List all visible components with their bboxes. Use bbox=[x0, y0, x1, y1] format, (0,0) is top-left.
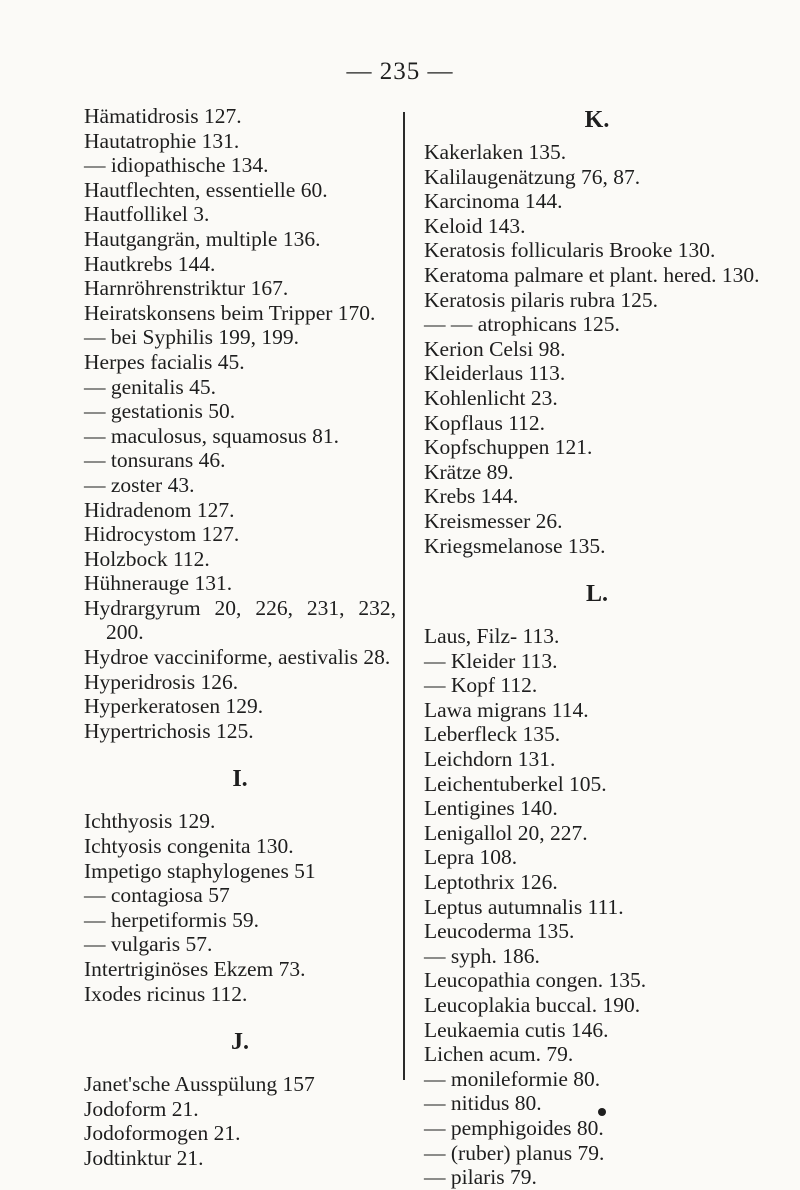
index-entry: Janet'sche Ausspülung 157 bbox=[84, 1072, 315, 1097]
index-entry: — herpetiformis 59. bbox=[84, 907, 259, 932]
index-entry: Jodoform 21. bbox=[84, 1096, 199, 1121]
index-entry: Hämatidrosis 127. bbox=[84, 104, 242, 128]
index-entry: — contagiosa 57 bbox=[84, 883, 230, 908]
index-entry: — gestationis 50. bbox=[84, 399, 236, 424]
index-entry: Holzbock 112. bbox=[84, 546, 210, 571]
index-entry: Impetigo staphylogenes 51 bbox=[84, 858, 316, 883]
column-divider bbox=[403, 112, 405, 1080]
section-letter-heading: J. bbox=[231, 1029, 249, 1056]
index-entry: Hyperidrosis 126. bbox=[84, 669, 239, 694]
index-entry: Leichentuberkel 105. bbox=[424, 771, 607, 796]
index-entry: Ichtyosis congenita 130. bbox=[84, 834, 294, 859]
index-entry: Kriegsmelanose 135. bbox=[424, 533, 606, 558]
index-entry: — pemphigoides 80. bbox=[424, 1115, 604, 1140]
index-entry: Kalilaugenätzung 76, 87. bbox=[424, 164, 641, 189]
index-entry: Hautatrophie 131. bbox=[84, 128, 240, 153]
index-entry: Leberfleck 135. bbox=[424, 722, 561, 747]
index-entry: Kreismesser 26. bbox=[424, 508, 563, 533]
index-entry: Hautflechten, essentielle 60. bbox=[84, 177, 328, 202]
index-entry: Kopflaus 112. bbox=[424, 410, 546, 435]
index-entry: — maculosus, squamosus 81. bbox=[84, 423, 340, 448]
index-entry: Keratoma palmare et plant. hered. 130. bbox=[424, 262, 760, 287]
index-entry: Keloid 143. bbox=[424, 213, 526, 238]
index-entry: — zoster 43. bbox=[84, 472, 195, 497]
index-entry: Kleiderlaus 113. bbox=[424, 361, 566, 386]
index-entry: Hydrargyrum 20, 226, 231, 232, 200. bbox=[84, 595, 396, 645]
index-entry: Lentigines 140. bbox=[424, 796, 558, 821]
section-letter-heading: K. bbox=[584, 107, 610, 133]
index-entry: — vulgaris 57. bbox=[84, 932, 213, 957]
index-entry: Kerion Celsi 98. bbox=[424, 336, 566, 361]
index-entry: — monileformie 80. bbox=[424, 1066, 601, 1091]
index-entry: Hypertrichosis 125. bbox=[84, 718, 254, 743]
index-entry: — pilaris 79. bbox=[424, 1165, 537, 1190]
index-entry: Keratosis pilaris rubra 125. bbox=[424, 287, 659, 312]
index-entry: Lepra 108. bbox=[424, 845, 518, 870]
index-entry: Lichen acum. 79. bbox=[424, 1042, 574, 1067]
left-index-column bbox=[84, 104, 396, 1171]
index-entry: — nitidus 80. bbox=[424, 1091, 542, 1116]
index-entry: Hidrocystom 127. bbox=[84, 522, 240, 547]
index-entry: Kohlenlicht 23. bbox=[424, 385, 558, 410]
index-entry: — — atrophicans 125. bbox=[424, 312, 620, 337]
index-entry: Leptus autumnalis 111. bbox=[424, 894, 624, 919]
index-entry: Hautgangrän, multiple 136. bbox=[84, 226, 321, 251]
index-entry: — syph. 186. bbox=[424, 943, 540, 968]
index-entry: — Kleider 113. bbox=[424, 648, 558, 673]
index-entry: — Kopf 112. bbox=[424, 673, 538, 698]
index-entry: Kakerlaken 135. bbox=[424, 140, 567, 164]
index-entry: — (ruber) planus 79. bbox=[424, 1140, 605, 1165]
index-entry: — genitalis 45. bbox=[84, 374, 216, 399]
index-entry: Leichdorn 131. bbox=[424, 747, 556, 772]
index-entry: Kopfschuppen 121. bbox=[424, 435, 593, 460]
index-entry: Intertriginöses Ekzem 73. bbox=[84, 957, 306, 981]
index-entry: Keratosis follicularis Brooke 130. bbox=[424, 238, 716, 263]
index-entry: Hydroe vacciniforme, aestivalis 28. bbox=[84, 645, 391, 670]
index-entry: Krätze 89. bbox=[424, 459, 514, 484]
index-entry: Hidradenom 127. bbox=[84, 497, 235, 522]
index-entry: Jodtinktur 21. bbox=[84, 1145, 204, 1170]
index-entry: Hautfollikel 3. bbox=[84, 202, 210, 227]
section-letter-heading: L. bbox=[585, 581, 608, 608]
ink-dot bbox=[598, 1108, 606, 1116]
index-entry: Jodoformogen 21. bbox=[84, 1121, 241, 1146]
index-entry: Heiratskonsens beim Tripper 170. bbox=[84, 300, 376, 325]
index-entry: Karcinoma 144. bbox=[424, 189, 563, 214]
right-index-column bbox=[424, 104, 770, 1190]
index-entry: Hautkrebs 144. bbox=[84, 251, 216, 276]
index-entry: Herpes facialis 45. bbox=[84, 349, 245, 374]
index-entry: Lenigallol 20, 227. bbox=[424, 820, 588, 845]
index-entry: Krebs 144. bbox=[424, 484, 519, 509]
section-letter-heading: I. bbox=[232, 766, 248, 793]
index-entry: — idiopathische 134. bbox=[84, 153, 269, 178]
index-entry: Lawa migrans 114. bbox=[424, 697, 589, 722]
index-entry: Leucoplakia buccal. 190. bbox=[424, 993, 641, 1017]
index-entry: Leucoderma 135. bbox=[424, 919, 575, 944]
index-entry: — bei Syphilis 199, 199. bbox=[84, 325, 300, 350]
index-entry: Leucopathia congen. 135. bbox=[424, 968, 647, 993]
index-entry: — tonsurans 46. bbox=[84, 448, 226, 473]
index-entry: Harnröhrenstriktur 167. bbox=[84, 276, 289, 301]
page-number: — 235 — bbox=[346, 58, 454, 85]
index-entry: Leptothrix 126. bbox=[424, 870, 558, 895]
index-entry: Hühnerauge 131. bbox=[84, 571, 233, 596]
index-entry: Ixodes ricinus 112. bbox=[84, 981, 248, 1006]
index-entry: Leukaemia cutis 146. bbox=[424, 1017, 609, 1042]
index-entry: Laus, Filz- 113. bbox=[424, 624, 560, 649]
index-entry: Ichthyosis 129. bbox=[84, 809, 216, 834]
index-entry: Hyperkeratosen 129. bbox=[84, 694, 264, 719]
